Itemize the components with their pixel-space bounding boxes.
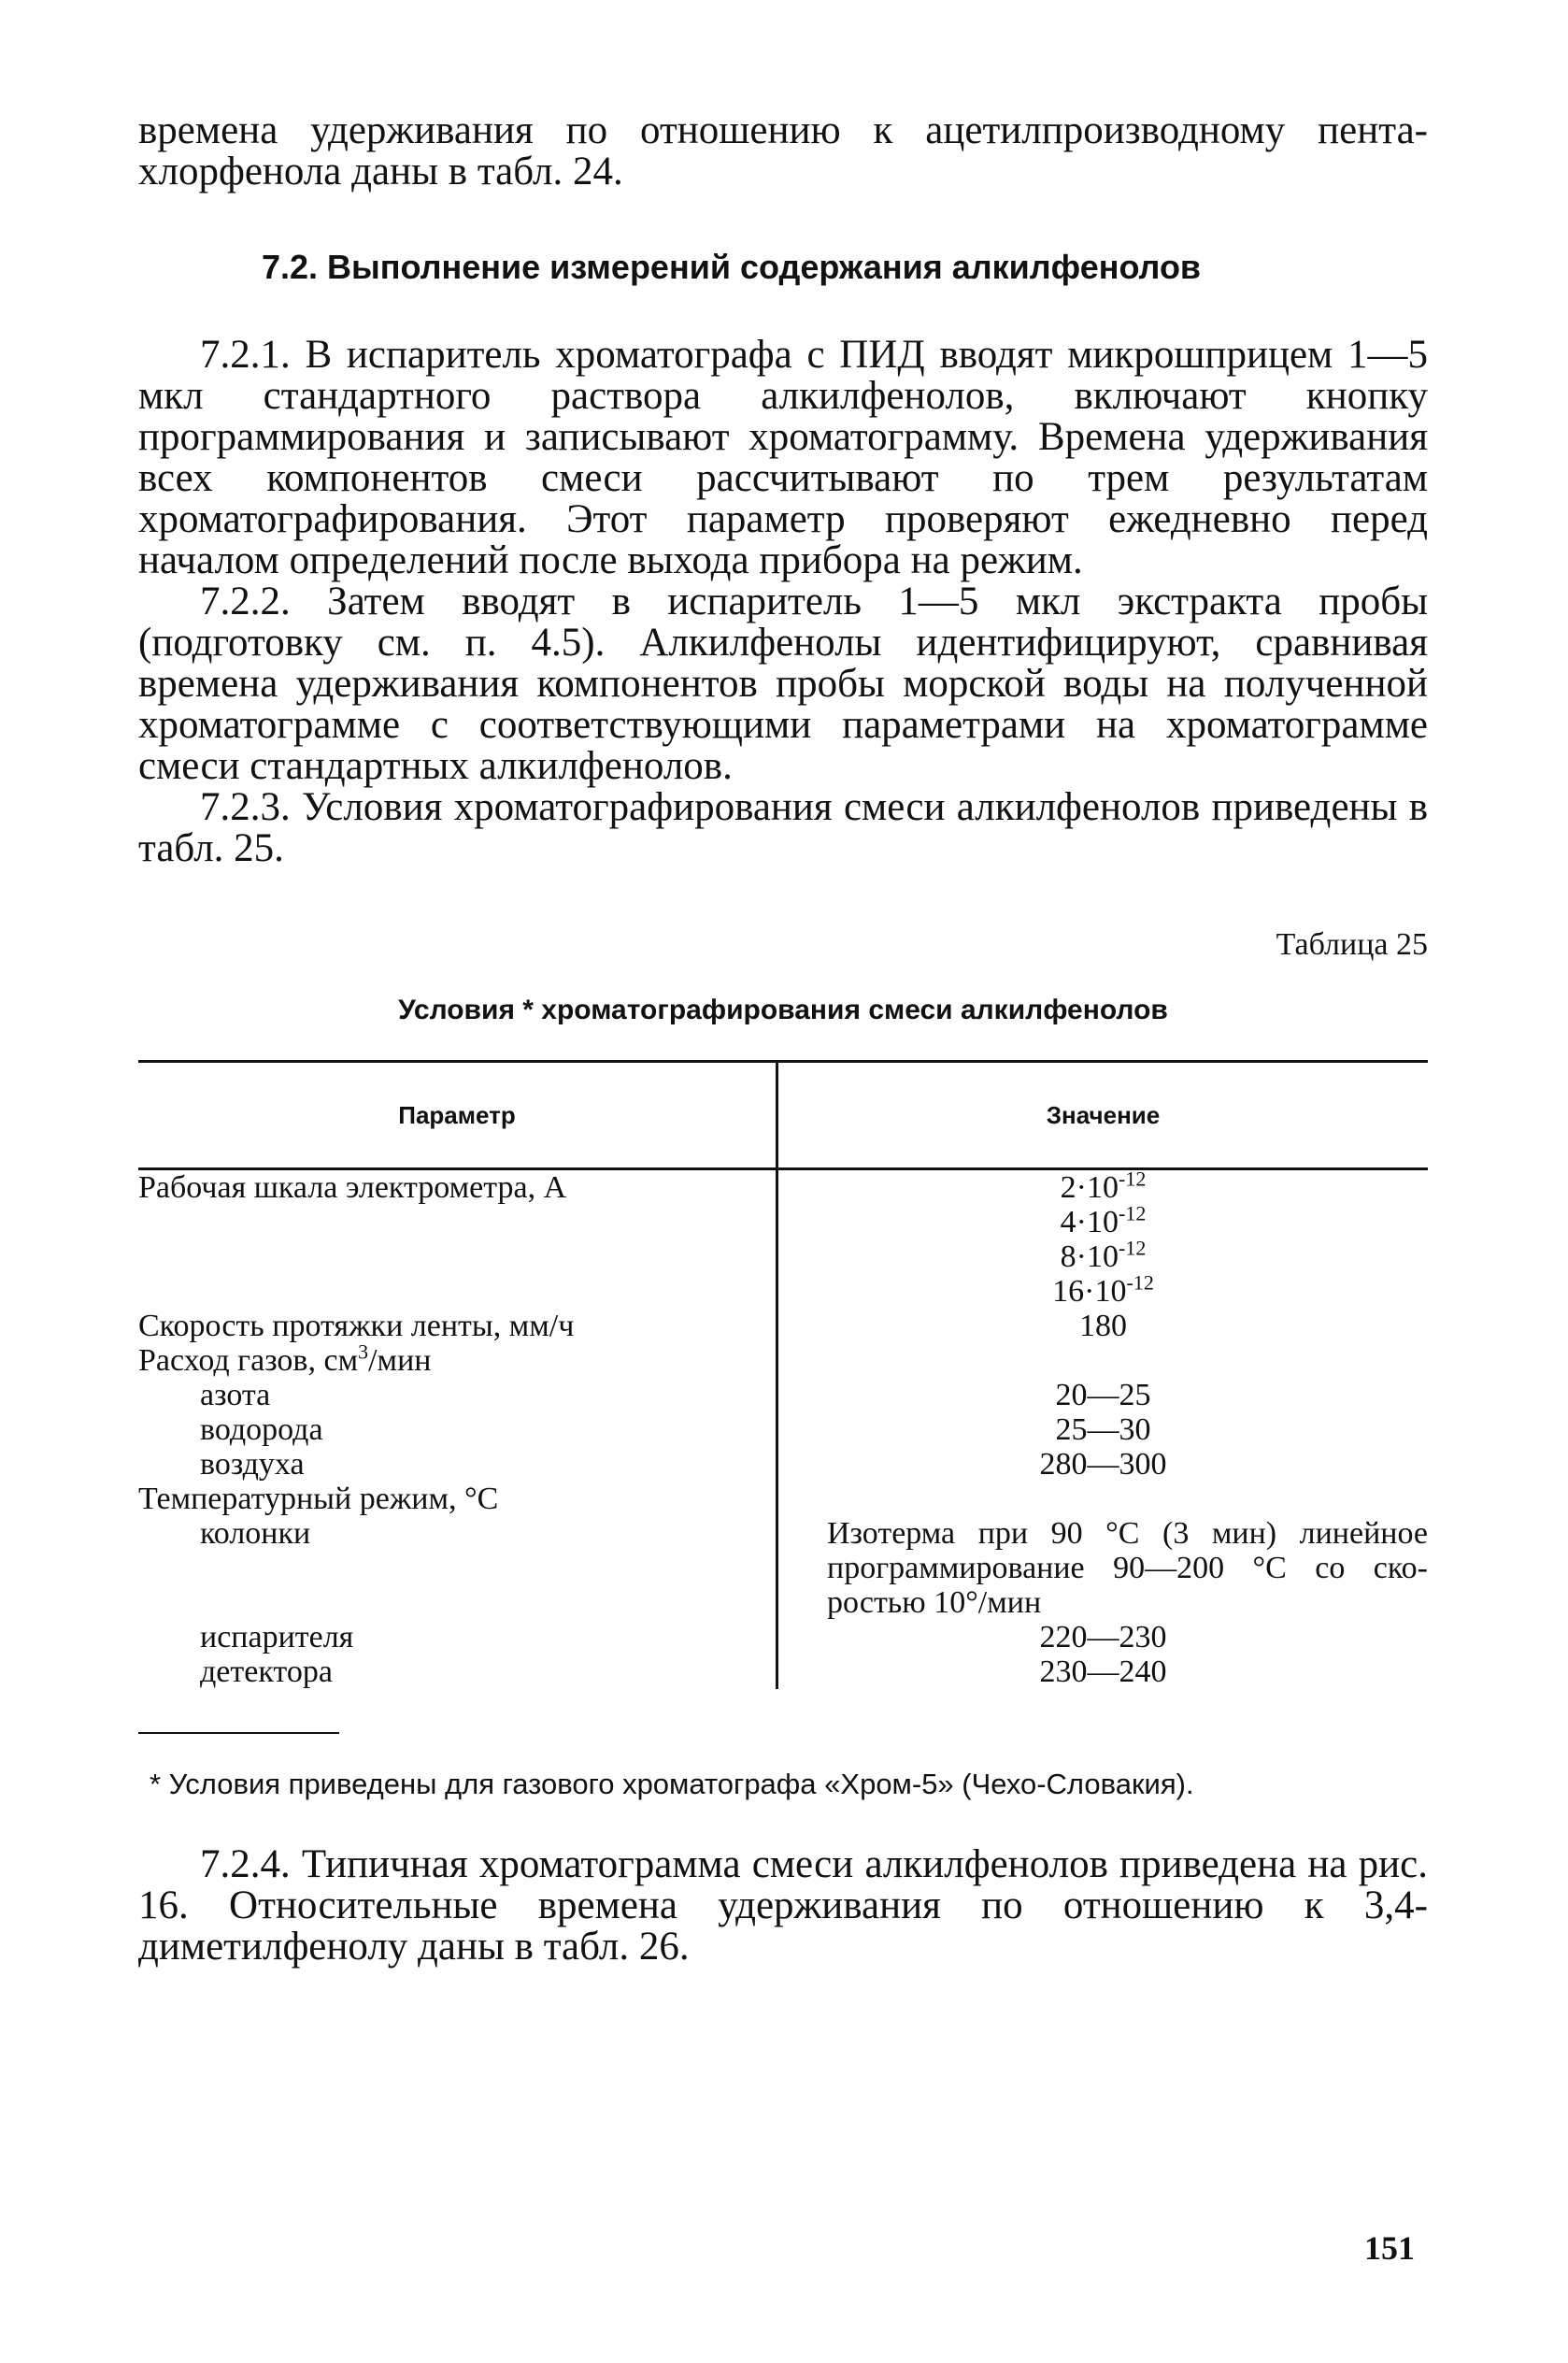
row-evaporator-label: испарителя [200, 1620, 354, 1654]
table-row [138, 1620, 1428, 1654]
table-row [138, 1169, 1428, 1310]
row-gas-label: Расход газов, $см^3$/мин [138, 1343, 777, 1378]
row-hydrogen-value: 25—30 [1055, 1412, 1151, 1447]
scale-value: $16\cdot 10^{-12}$ [1052, 1270, 1154, 1309]
row-evaporator-value: 220—230 [1039, 1620, 1167, 1654]
section-heading: 7.2. Выполнение измерений содержания алкилфенолов [262, 248, 1202, 286]
conditions-table [138, 1060, 1428, 1689]
row-hydrogen-label: водорода [200, 1412, 323, 1447]
row-temp-label: Температурный режим, °С [138, 1482, 777, 1516]
paragraph-7-2-3: 7.2.3. Условия хроматографирования смеси алкилфенолов приведены в табл. 25. [138, 785, 1428, 870]
table-row [138, 1309, 1428, 1343]
row-nitrogen-value: 20—25 [1055, 1378, 1151, 1412]
row-air-value: 280—300 [1039, 1447, 1167, 1482]
scale-value: $4\cdot 10^{-12}$ [1060, 1201, 1147, 1239]
table-header-row [138, 1062, 1428, 1169]
scale-value: $2\cdot 10^{-12}$ [1060, 1167, 1147, 1205]
table-row [138, 1447, 1428, 1482]
table-label: Таблица 25 [1276, 927, 1428, 962]
document-page [138, 110, 1428, 1968]
table-title: Условия * хроматографирования смеси алкилфенолов [398, 995, 1168, 1025]
row-air-label: воздуха [200, 1447, 305, 1482]
row-column-label: колонки [200, 1516, 311, 1551]
footnote: * Условия приведены для газового хроматографа «Хром-5» (Чехо-Словакия). [150, 1768, 1194, 1800]
table-row [138, 1343, 1428, 1378]
table-row [138, 1378, 1428, 1412]
row-scale-label: Рабочая шкала электрометра, А [138, 1169, 777, 1310]
row-detector-value: 230—240 [1039, 1654, 1167, 1689]
paragraph-7-2-1: 7.2.1. В испаритель хроматографа с ПИД вводят микрошприцем 1—5 мкл стандартного раствора алкилфенолов, включают кнопку программирования и записывают хроматограмму. Времена удерживания всех компонентов смеси рассчитывают по трем результатам хроматографирования. Этот параметр проверяют ежедневно перед началом определений после выхода прибора на режим. [138, 333, 1428, 582]
scale-value: $8\cdot 10^{-12}$ [1060, 1236, 1147, 1274]
row-scale-values [777, 1169, 1429, 1310]
footnote-rule [138, 1732, 339, 1734]
row-speed-label: Скорость протяжки ленты, мм/ч [138, 1309, 777, 1343]
table-row [138, 1482, 1428, 1516]
row-column-value: Изотерма при 90 °С (3 мин) линейное программирование 90—200 °С со скоростью 10°/мин [827, 1516, 1428, 1620]
table-row [138, 1516, 1428, 1620]
intro-text: времена удерживания по отношению к ацетилпроизводному пентахлорфенола даны в табл. 24. [138, 108, 1428, 193]
page-number: 151 [1364, 2229, 1415, 2267]
row-detector-label: детектора [200, 1654, 333, 1689]
header-value: Значение [777, 1062, 1429, 1169]
row-speed-value: 180 [1079, 1309, 1127, 1343]
table-row [138, 1412, 1428, 1447]
table-row [138, 1654, 1428, 1689]
header-param: Параметр [138, 1062, 777, 1169]
paragraph-7-2-4: 7.2.4. Типичная хроматограмма смеси алкилфенолов приведена на рис. 16. Относительные времена удерживания по отношению к 3,4-диметилфенолу даны в табл. 26. [138, 1842, 1428, 1969]
paragraph-7-2-2: 7.2.2. Затем вводят в испаритель 1—5 мкл экстракта пробы (подготовку см. п. 4.5). Алкилфенолы идентифицируют, сравнивая времена удерживания компонентов пробы морской воды на полученной хроматограмме с соответствующими параметрами на хроматограмме смеси стандартных алкилфенолов. [138, 580, 1428, 788]
row-nitrogen-label: азота [200, 1378, 271, 1412]
